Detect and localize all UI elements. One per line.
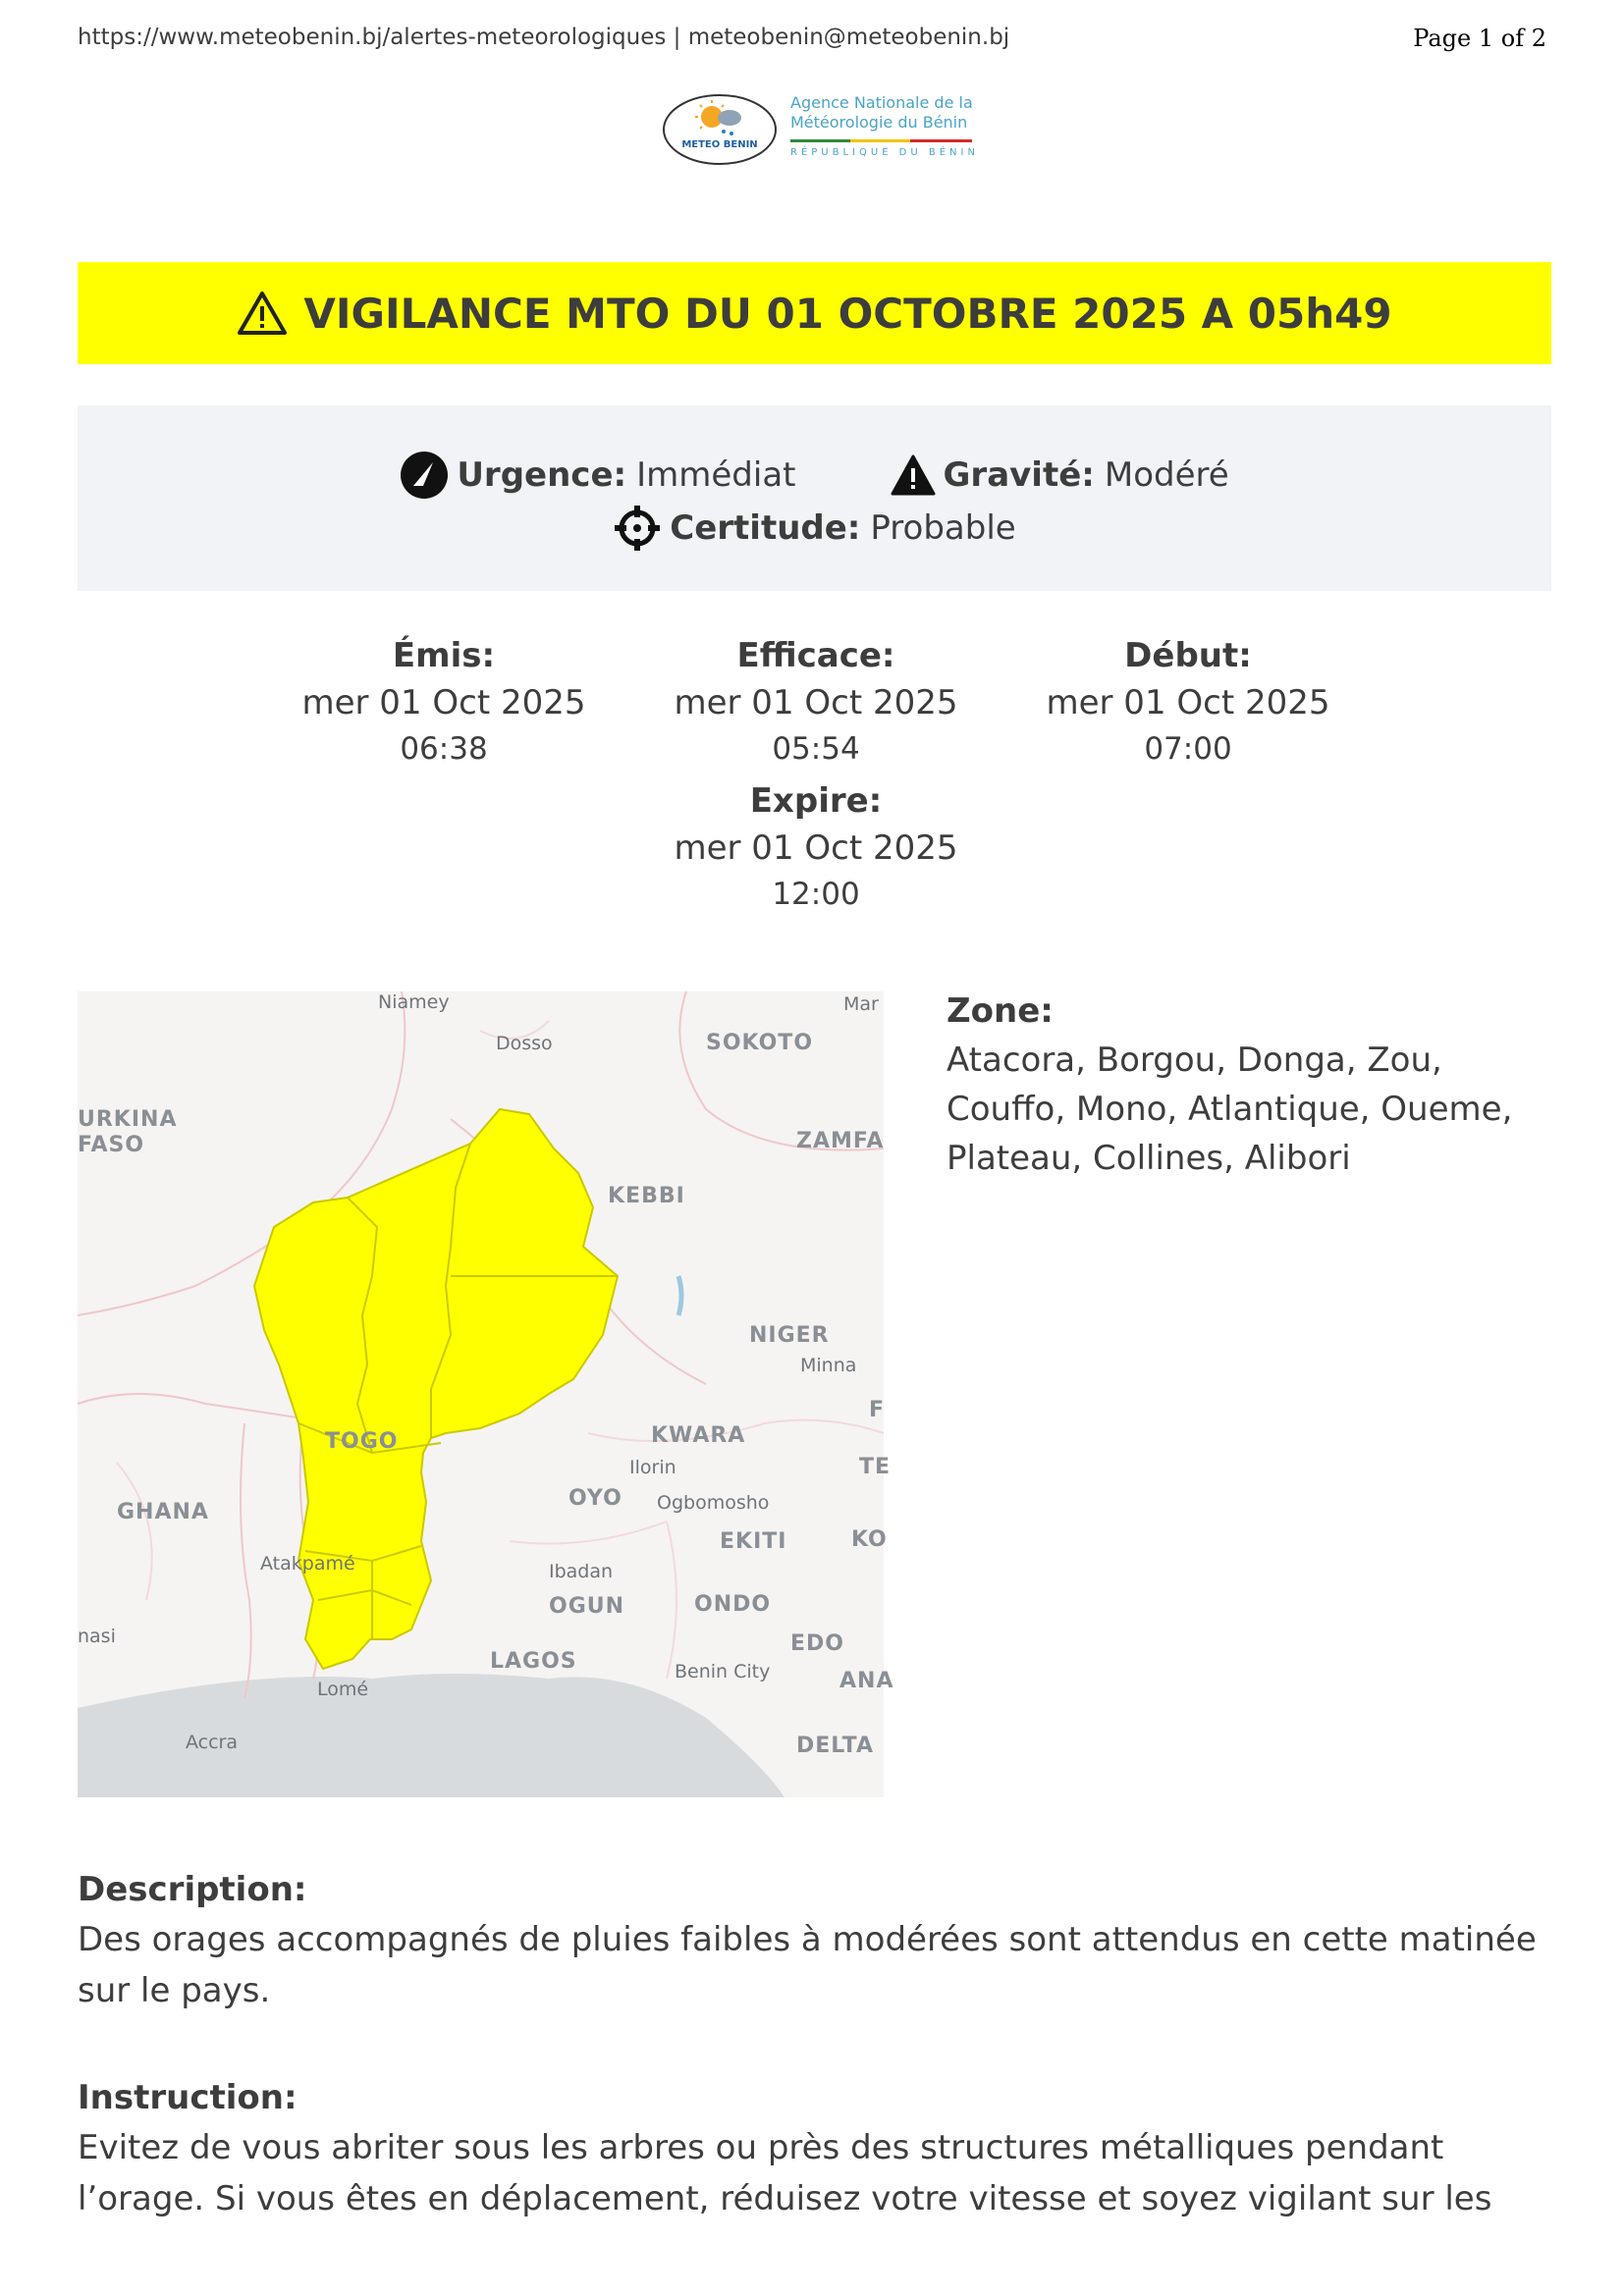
gravite-item xyxy=(891,454,1229,496)
alert-map xyxy=(78,991,894,1797)
gauge-icon xyxy=(400,451,449,500)
zone-section xyxy=(947,987,1536,1183)
agency-name xyxy=(790,93,973,133)
debut-day: mer 01 Oct 2025 xyxy=(1046,683,1330,722)
vigilance-title: VIGILANCE MTO DU 01 OCTOBRE 2025 A 05h49 xyxy=(303,289,1392,338)
map-label-ibadan: Ibadan xyxy=(549,1561,614,1582)
urgence-item xyxy=(400,451,795,500)
expire-time: 12:00 xyxy=(772,877,860,912)
map-label-kwara: KWARA xyxy=(651,1423,746,1448)
zone-text: Atacora, Borgou, Donga, Zou, Couffo, Mono, Atlantique, Oueme, Plateau, Collines, Alibori xyxy=(947,1041,1513,1178)
map-label-kumasi: nasi xyxy=(78,1626,116,1647)
agency-subtitle: RÉPUBLIQUE DU BÉNIN xyxy=(790,147,979,158)
map-label-dosso: Dosso xyxy=(496,1033,553,1054)
emis-time: 06:38 xyxy=(400,731,488,767)
instruction-title: Instruction: xyxy=(78,2078,298,2117)
efficace-time: 05:54 xyxy=(772,731,860,767)
map-label-ekiti: EKITI xyxy=(720,1529,787,1554)
flag-stripe xyxy=(790,139,972,142)
page-number: Page 1 of 2 xyxy=(1413,25,1546,52)
warning-triangle-icon xyxy=(237,291,288,336)
map-label-burkina: URKINA xyxy=(78,1107,178,1132)
description-title: Description: xyxy=(78,1870,307,1909)
expire-day: mer 01 Oct 2025 xyxy=(674,828,958,868)
description-section xyxy=(78,1865,1551,2016)
map-label-ogbomosho: Ogbomosho xyxy=(657,1492,770,1514)
gravite-label: Gravité: xyxy=(943,455,1095,495)
agency-line-2: Météorologie du Bénin xyxy=(790,113,968,132)
map-label-kogi: KO xyxy=(851,1527,888,1552)
map-label-te: TE xyxy=(859,1455,892,1479)
crosshair-icon xyxy=(613,504,662,553)
map-label-kebbi: KEBBI xyxy=(608,1184,685,1208)
gravite-value: Modéré xyxy=(1104,455,1229,495)
logo-badge-text: METEO BENIN xyxy=(681,139,758,150)
map-label-fct: F xyxy=(869,1398,886,1422)
debut-time: 07:00 xyxy=(1144,731,1232,767)
emis-label: Émis: xyxy=(392,636,496,675)
map-label-oyo: OYO xyxy=(568,1486,623,1511)
map-label-anambra: ANA xyxy=(839,1669,894,1693)
efficace-label: Efficace: xyxy=(736,636,895,675)
map-label-mar: Mar xyxy=(843,993,879,1015)
instruction-section xyxy=(78,2073,1551,2224)
benin-alert-area xyxy=(254,1109,618,1669)
instruction-text: Evitez de vous abriter sous les arbres ou près des structures métalliques pendant l’orage. Si vous êtes en déplacement, réduisez votre vitesse et soyez vigilant sur les xyxy=(78,2128,1492,2218)
map-label-ilorin: Ilorin xyxy=(629,1457,677,1478)
map-label-togo: TOGO xyxy=(325,1429,399,1454)
map-label-ogun: OGUN xyxy=(549,1594,625,1619)
map-label-zamfara: ZAMFA xyxy=(796,1129,885,1153)
zone-title: Zone: xyxy=(947,991,1054,1031)
map-label-lagos: LAGOS xyxy=(490,1649,577,1674)
description-text: Des orages accompagnés de pluies faibles à modérées sont attendus en cette matinée sur le pays. xyxy=(78,1920,1537,2010)
debut-block xyxy=(1026,633,1350,771)
certitude-label: Certitude: xyxy=(670,508,861,548)
map-label-delta: DELTA xyxy=(796,1734,874,1758)
agency-line-1: Agence Nationale de la xyxy=(790,93,973,112)
map-label-ondo: ONDO xyxy=(694,1592,772,1617)
emis-block xyxy=(282,633,606,771)
vigilance-banner xyxy=(78,262,1551,364)
emis-day: mer 01 Oct 2025 xyxy=(301,683,586,722)
map-label-lome: Lomé xyxy=(317,1679,369,1700)
urgence-label: Urgence: xyxy=(457,455,627,495)
map-label-benin-city: Benin City xyxy=(675,1661,771,1682)
efficace-day: mer 01 Oct 2025 xyxy=(674,683,958,722)
map-label-atakpame: Atakpamé xyxy=(260,1553,355,1575)
efficace-block xyxy=(654,633,978,771)
certitude-item xyxy=(613,504,1015,553)
urgence-value: Immédiat xyxy=(636,455,796,495)
alert-meta-box xyxy=(78,405,1551,591)
map-label-accra: Accra xyxy=(186,1732,239,1753)
map-label-faso: FASO xyxy=(78,1133,145,1157)
map-label-edo: EDO xyxy=(790,1631,844,1656)
map-label-niamey: Niamey xyxy=(378,991,450,1013)
map-label-ghana: GHANA xyxy=(117,1500,209,1524)
certitude-value: Probable xyxy=(870,508,1016,548)
map-label-niger: NIGER xyxy=(749,1323,830,1348)
map-label-sokoto: SOKOTO xyxy=(706,1031,814,1055)
expire-label: Expire: xyxy=(749,781,883,821)
warning-filled-icon xyxy=(891,454,936,496)
debut-label: Début: xyxy=(1124,636,1252,675)
expire-block xyxy=(654,778,978,916)
header-url-line: https://www.meteobenin.bj/alertes-meteorologiques | meteobenin@meteobenin.bj xyxy=(78,25,1010,50)
map-label-minna: Minna xyxy=(800,1355,857,1376)
